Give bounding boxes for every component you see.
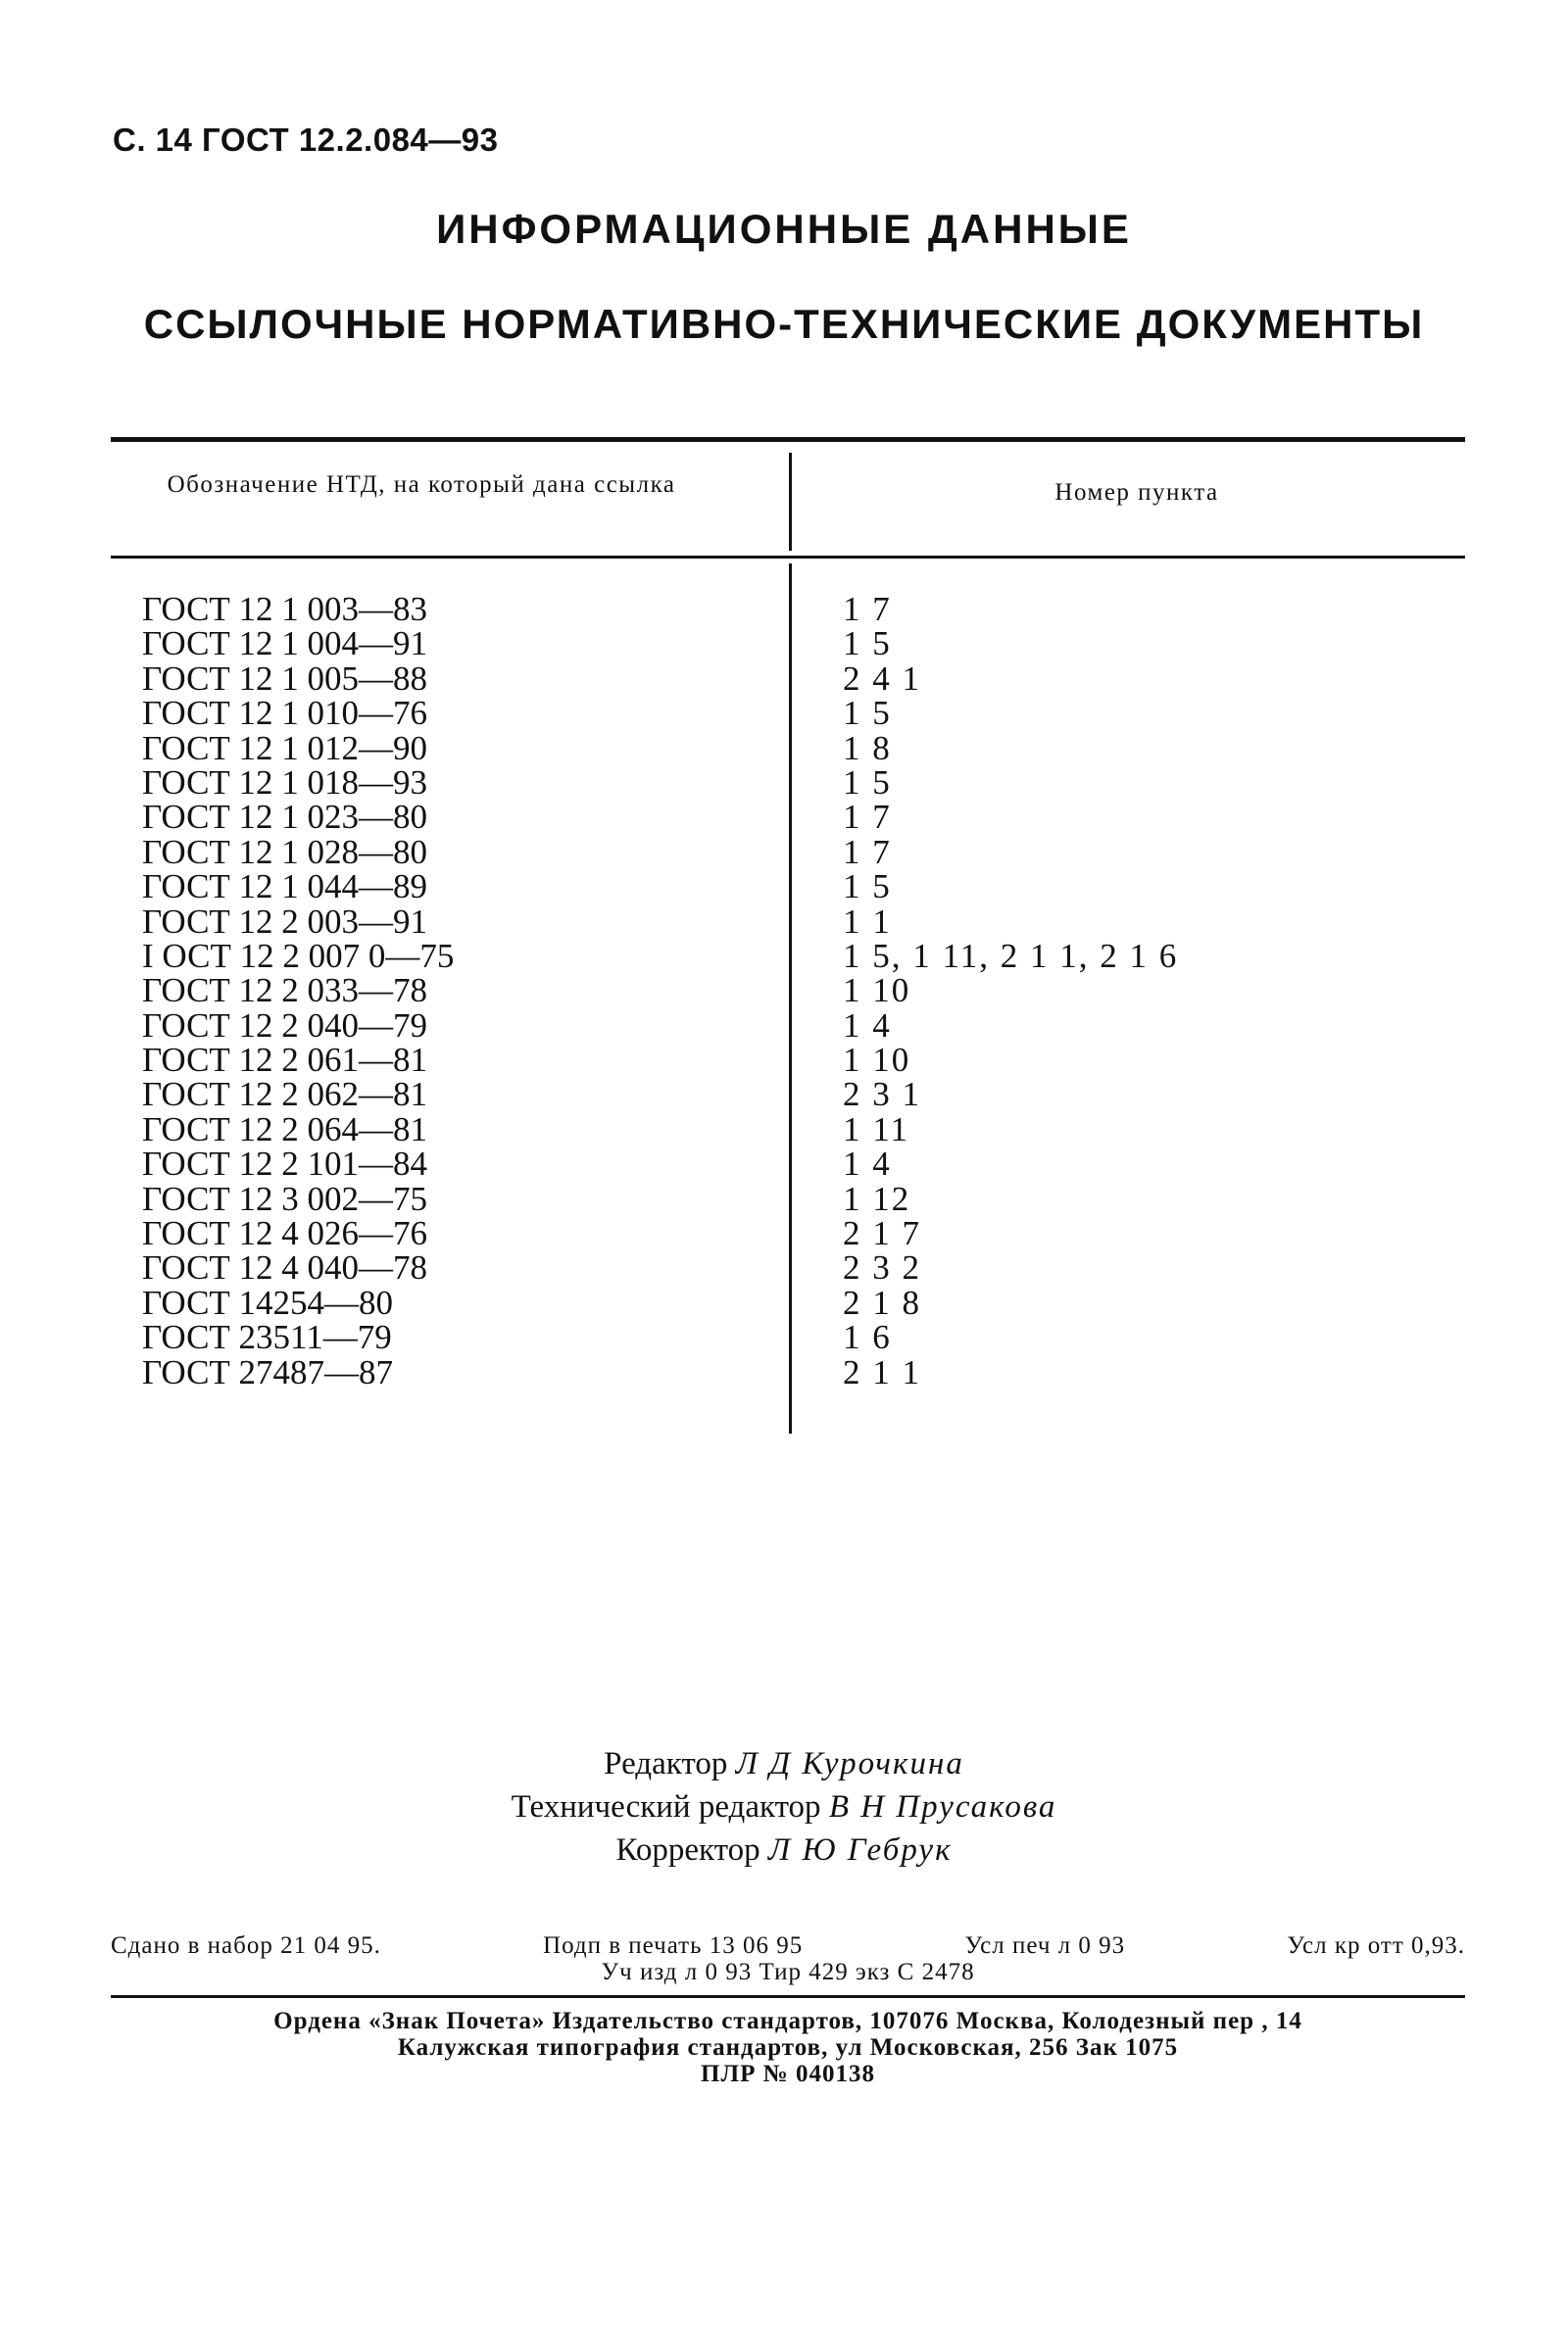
clause-number: 1 5 [843, 867, 892, 906]
document-designation: ГОСТ 12 4 026—76 [142, 1214, 428, 1253]
table-row [0, 728, 1568, 767]
clause-number: 1 10 [843, 971, 911, 1010]
editor-name: Л Д Курочкина [735, 1746, 964, 1781]
column-header-document: Обозначение НТД, на который дана ссылка [167, 471, 676, 498]
document-designation: ГОСТ 12 3 002—75 [142, 1179, 428, 1218]
table-row [0, 592, 1568, 626]
clause-number: 1 7 [843, 590, 892, 628]
tech-editor-role: Технический редактор [511, 1789, 821, 1825]
clause-number: 1 6 [843, 1318, 892, 1357]
editor-credit [0, 1742, 1568, 1785]
clause-number: 2 3 2 [843, 1248, 921, 1288]
imprint-print-sheets: Усл печ л 0 93 [964, 1932, 1126, 1959]
reference-table-body [0, 592, 1568, 1390]
imprint-rule [111, 1995, 1465, 1998]
document-designation: ГОСТ 12 1 023—80 [142, 798, 428, 837]
table-row [0, 1075, 1568, 1114]
tech-editor-credit [0, 1785, 1568, 1829]
document-designation: ГОСТ 12 1 012—90 [142, 728, 428, 767]
tech-editor-name: В Н Прусакова [828, 1789, 1057, 1825]
clause-number: 1 5, 1 11, 2 1 1, 2 1 6 [843, 936, 1179, 975]
proofreader-role: Корректор [615, 1832, 760, 1868]
table-header-rule [111, 556, 1465, 559]
document-designation: ГОСТ 14254—80 [142, 1283, 394, 1322]
clause-number: 1 10 [843, 1041, 911, 1080]
document-designation: ГОСТ 12 2 040—79 [142, 1005, 428, 1045]
clause-number: 1 5 [843, 694, 892, 733]
document-designation: ГОСТ 12 1 010—76 [142, 694, 428, 733]
document-designation: ГОСТ 12 2 033—78 [142, 971, 428, 1010]
imprint-set-date: Сдано в набор 21 04 95. [111, 1932, 381, 1959]
proofreader-credit [0, 1829, 1568, 1872]
document-designation: ГОСТ 27487—87 [142, 1352, 394, 1391]
table-row [0, 1318, 1568, 1357]
document-designation: ГОСТ 12 2 003—91 [142, 902, 428, 941]
clause-number: 1 7 [843, 798, 892, 837]
document-designation: ГОСТ 12 1 004—91 [142, 624, 428, 663]
document-designation: ГОСТ 12 4 040—78 [142, 1248, 428, 1288]
clause-number: 1 1 [843, 902, 892, 941]
column-header-clause: Номер пункта [1054, 479, 1219, 506]
table-row [0, 867, 1568, 906]
section-title: ССЫЛОЧНЫЕ НОРМАТИВНО-ТЕХНИЧЕСКИЕ ДОКУМЕНТЫ [143, 301, 1425, 347]
clause-number: 2 3 1 [843, 1075, 921, 1114]
proofreader-name: Л Ю Гебрук [767, 1832, 953, 1868]
clause-number: 2 4 1 [843, 658, 921, 698]
document-designation: ГОСТ 12 1 018—93 [142, 762, 428, 802]
table-top-rule [111, 437, 1465, 442]
table-row [0, 1214, 1568, 1253]
document-designation: ГОСТ 12 1 005—88 [142, 658, 428, 698]
table-row [0, 624, 1568, 663]
column-divider-header [789, 453, 792, 551]
table-row [0, 1179, 1568, 1218]
document-designation: I ОСТ 12 2 007 0—75 [142, 936, 455, 975]
imprint [111, 1932, 1465, 1985]
clause-number: 1 5 [843, 624, 892, 663]
table-row [0, 904, 1568, 939]
table-row [0, 1109, 1568, 1148]
table-row [0, 1041, 1568, 1080]
editor-role: Редактор [604, 1746, 728, 1781]
imprint-color-prints: Усл кр отт 0,93. [1287, 1932, 1465, 1959]
document-designation: ГОСТ 12 1 028—80 [142, 832, 428, 871]
table-row [0, 1005, 1568, 1045]
credits [0, 1742, 1568, 1872]
page-header: С. 14 ГОСТ 12.2.084—93 [113, 122, 499, 158]
publisher-line-1: Ордена «Знак Почета» Издательство стандартов, 107076 Москва, Колодезный пер , 14 [273, 2008, 1302, 2034]
table-row [0, 658, 1568, 698]
clause-number: 2 1 8 [843, 1283, 921, 1322]
publisher-info [111, 2008, 1465, 2087]
imprint-line-2: Уч изд л 0 93 Тир 429 экз С 2478 [601, 1959, 975, 1985]
clause-number: 1 5 [843, 762, 892, 802]
table-row [0, 1283, 1568, 1322]
clause-number: 1 4 [843, 1005, 892, 1045]
table-row [0, 762, 1568, 802]
publisher-line-2: Калужская типография стандартов, ул Московская, 256 Зак 1075 [397, 2034, 1179, 2061]
table-row [0, 798, 1568, 837]
document-designation: ГОСТ 12 2 064—81 [142, 1109, 428, 1148]
clause-number: 1 7 [843, 832, 892, 871]
document-designation: ГОСТ 23511—79 [142, 1318, 392, 1357]
table-row [0, 936, 1568, 975]
document-designation: ГОСТ 12 2 061—81 [142, 1041, 428, 1080]
table-row [0, 1352, 1568, 1391]
imprint-signed-date: Подп в печать 13 06 95 [543, 1932, 804, 1959]
clause-number: 1 4 [843, 1145, 892, 1184]
publisher-line-3: ПЛР № 040138 [701, 2061, 875, 2087]
table-row [0, 832, 1568, 871]
clause-number: 2 1 1 [843, 1352, 921, 1391]
page-title: ИНФОРМАЦИОННЫЕ ДАННЫЕ [436, 206, 1132, 252]
table-row [0, 694, 1568, 733]
document-designation: ГОСТ 12 1 003—83 [142, 590, 428, 628]
clause-number: 1 8 [843, 728, 892, 767]
document-designation: ГОСТ 12 2 101—84 [142, 1145, 428, 1184]
clause-number: 1 12 [843, 1179, 911, 1218]
clause-number: 2 1 7 [843, 1214, 921, 1253]
document-designation: ГОСТ 12 2 062—81 [142, 1075, 428, 1114]
table-row [0, 1145, 1568, 1184]
imprint-line-1 [111, 1932, 1465, 1959]
table-row [0, 971, 1568, 1010]
table-row [0, 1248, 1568, 1288]
clause-number: 1 11 [843, 1109, 909, 1148]
document-designation: ГОСТ 12 1 044—89 [142, 867, 428, 906]
